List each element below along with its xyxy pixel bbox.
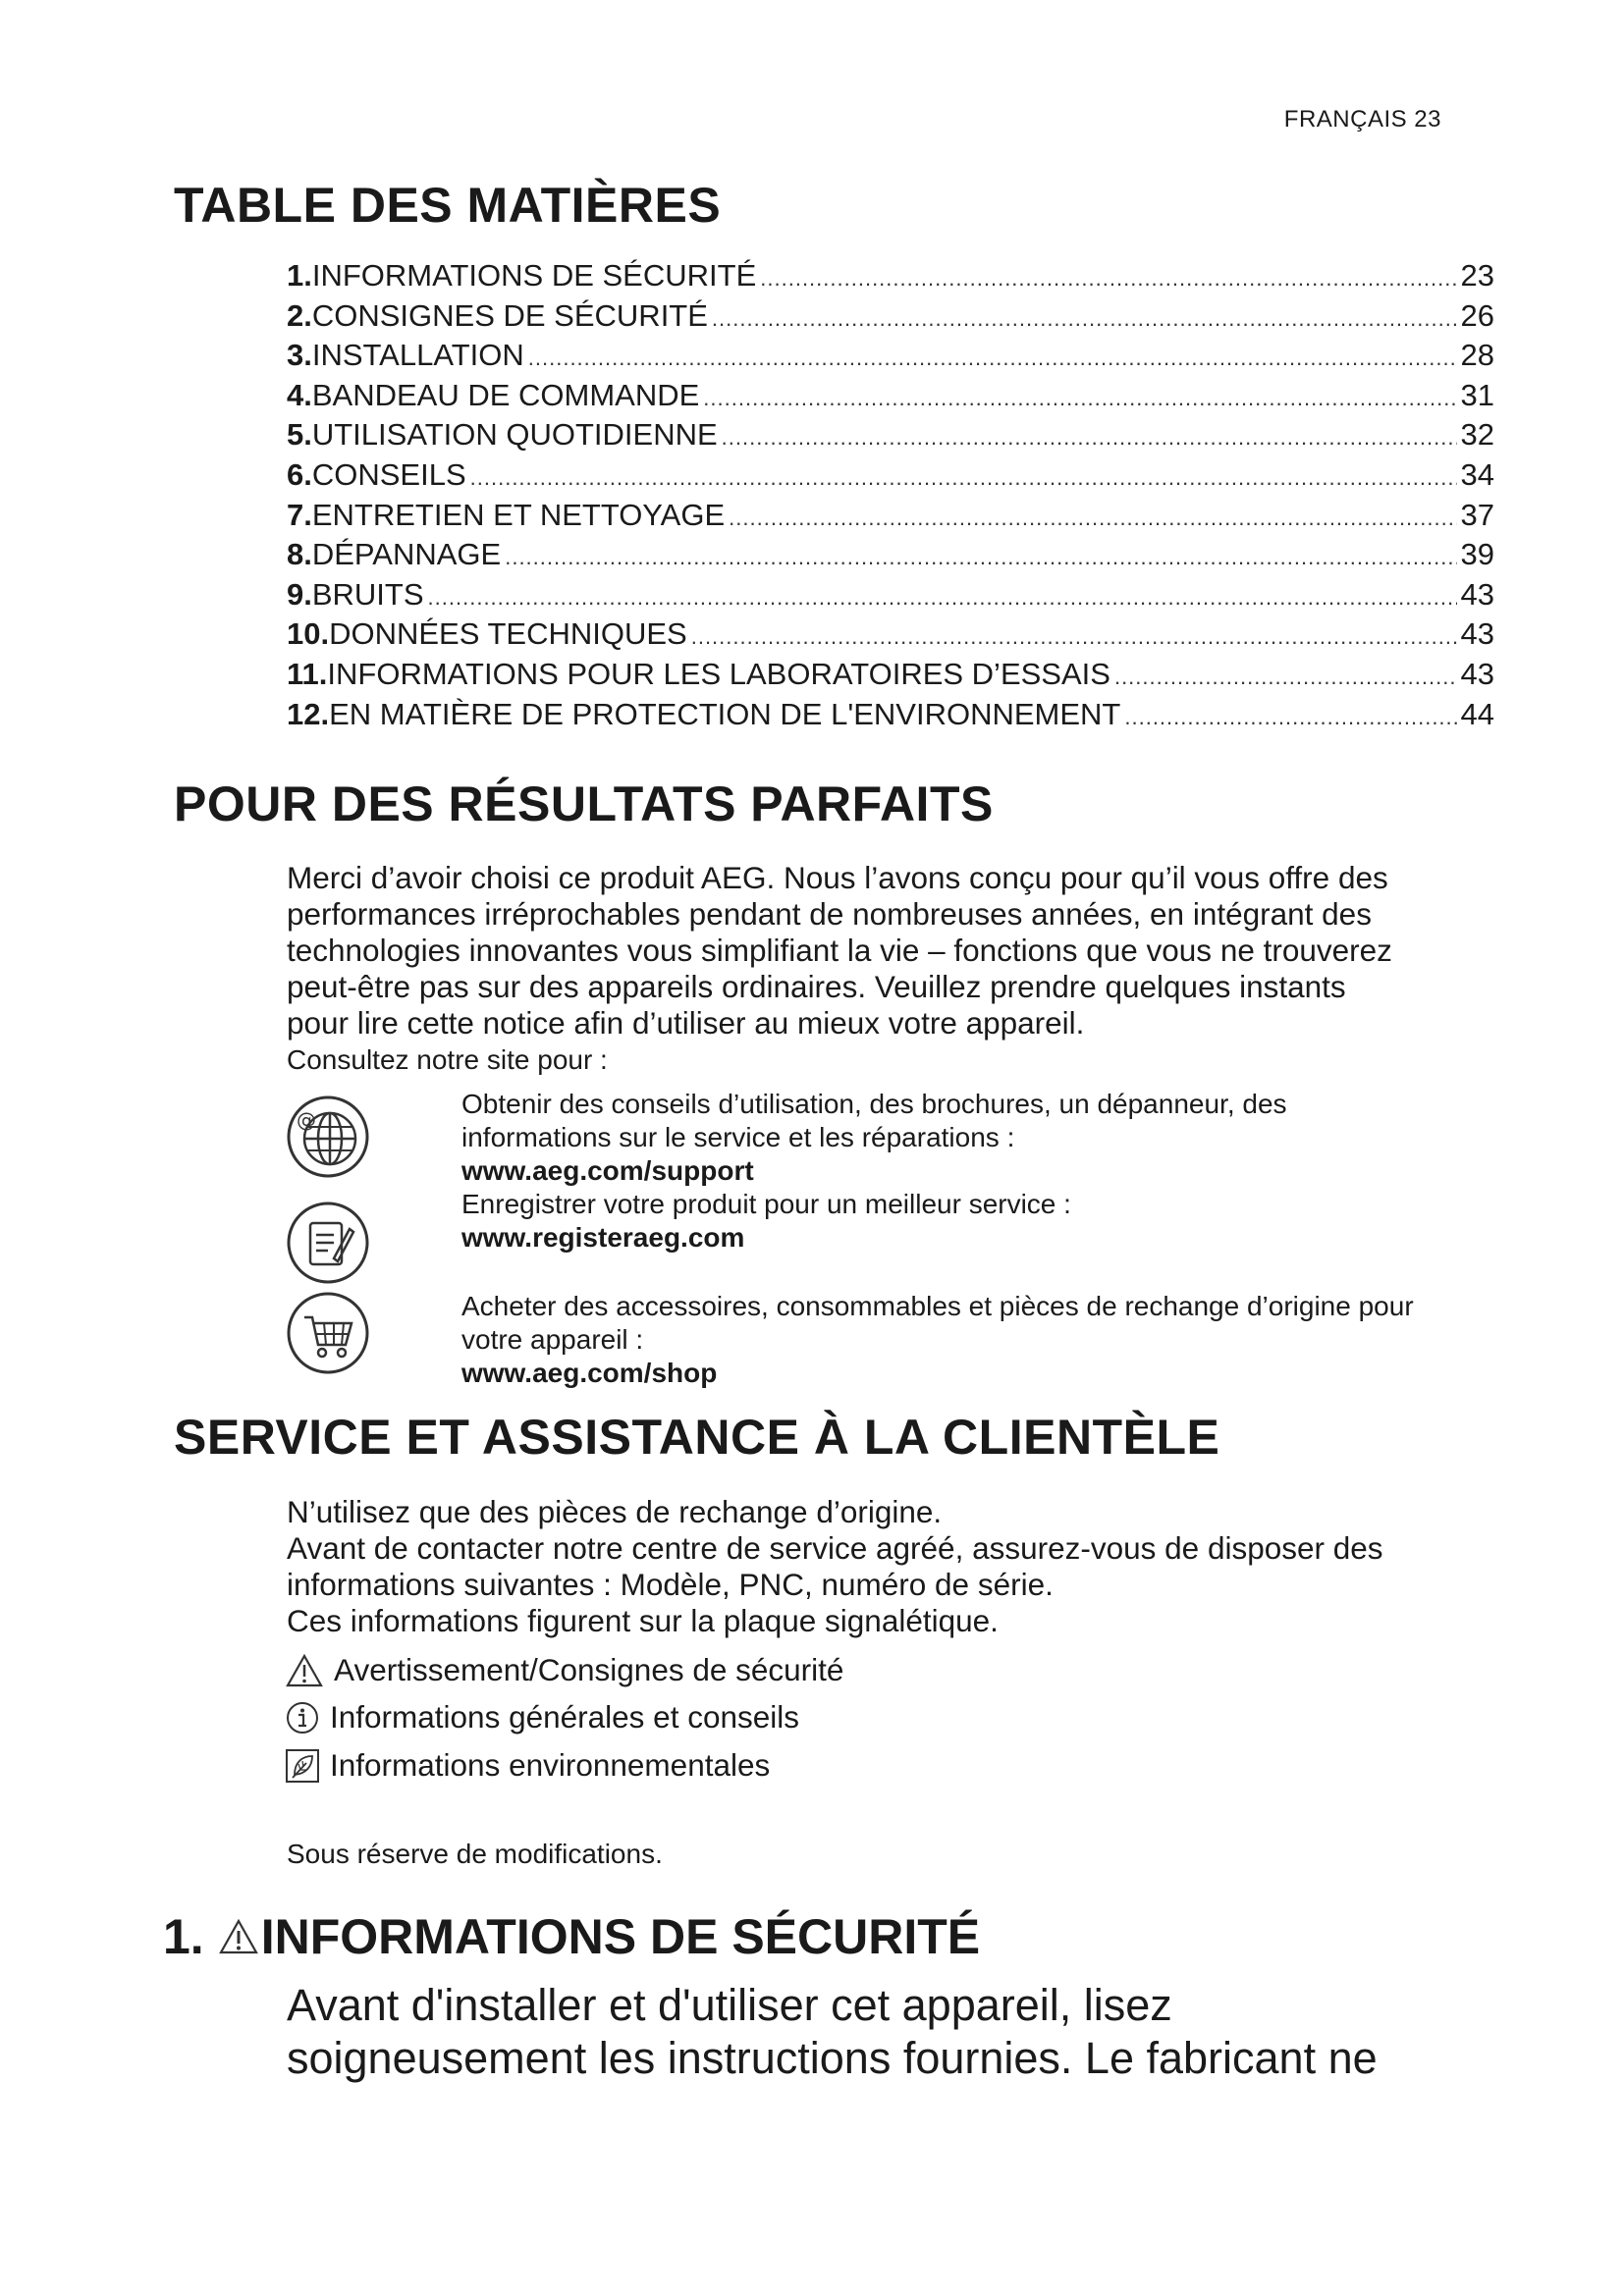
toc-item-label: CONSIGNES DE SÉCURITÉ [311, 297, 708, 333]
warning-triangle-icon [285, 1653, 324, 1688]
paragraph-line: Consultez notre site pour : [287, 1044, 608, 1075]
page-header-label: FRANÇAIS 23 [1283, 106, 1441, 133]
support-service-text [461, 1088, 1492, 1188]
toc-item-number: 7. [287, 497, 312, 532]
results-section-title: POUR DES RÉSULTATS PARFAITS [174, 776, 994, 831]
toc-item-page: 32 [1460, 417, 1494, 453]
shopping-cart-icon [285, 1290, 371, 1376]
toc-leader-dots [722, 418, 1457, 457]
toc-item-label: INFORMATIONS POUR LES LABORATOIRES D’ESSAIS [327, 656, 1110, 691]
paragraph-line: soigneusement les instructions fournies. Le fabricant ne [287, 2033, 1378, 2083]
toc-item-page: 43 [1460, 616, 1494, 652]
warning-triangle-icon [218, 1918, 259, 1955]
toc-leader-dots [760, 259, 1456, 298]
shop-service-text [461, 1290, 1492, 1390]
toc-leader-dots [729, 499, 1456, 538]
toc-item-number: 12. [287, 696, 330, 731]
toc-item[interactable] [287, 535, 1494, 575]
paragraph-line: Ces informations figurent sur la plaque signalétique. [287, 1603, 999, 1638]
service-section-title: SERVICE ET ASSISTANCE À LA CLIENTÈLE [174, 1410, 1220, 1465]
paragraph-line: informations suivantes : Modèle, PNC, numéro de série. [287, 1567, 1054, 1602]
legend-label: Informations générales et conseils [330, 1699, 800, 1735]
paragraph-line: Merci d’avoir choisi ce produit AEG. Nous l’avons conçu pour qu’il vous offre des [287, 860, 1388, 895]
toc-item-number: 6. [287, 456, 312, 492]
toc-item-label: INSTALLATION [311, 338, 524, 373]
support-link[interactable]: www.aeg.com/support [461, 1155, 754, 1186]
toc-leader-dots [428, 578, 1457, 617]
web-globe-icon [285, 1094, 371, 1180]
toc-item[interactable] [287, 455, 1494, 496]
toc-item-page: 43 [1460, 656, 1494, 691]
toc-item-label: CONSEILS [311, 456, 466, 492]
toc-item-page: 34 [1460, 456, 1494, 492]
toc-leader-dots [470, 458, 1457, 498]
service-text-line: Obtenir des conseils d’utilisation, des brochures, un dépanneur, des [461, 1089, 1287, 1119]
paragraph-line: peut-être pas sur des appareils ordinaires. Veuillez prendre quelques instants [287, 969, 1346, 1004]
toc-item-label: BANDEAU DE COMMANDE [311, 377, 700, 412]
toc-title: TABLE DES MATIÈRES [174, 178, 722, 233]
shop-link[interactable]: www.aeg.com/shop [461, 1358, 718, 1388]
legend-environment [285, 1747, 770, 1784]
legend-label: Avertissement/Consignes de sécurité [334, 1652, 844, 1687]
toc-item-page: 43 [1460, 576, 1494, 612]
legend-info [285, 1699, 799, 1735]
toc-leader-dots [703, 379, 1456, 418]
legend-label: Informations environnementales [330, 1747, 771, 1783]
toc-leader-dots [691, 617, 1457, 657]
paragraph-line: pour lire cette notice afin d’utiliser au mieux votre appareil. [287, 1005, 1085, 1041]
toc-item-number: 10. [287, 616, 330, 652]
toc-leader-dots [712, 299, 1457, 339]
toc-item[interactable] [287, 296, 1494, 337]
toc-item-label: EN MATIÈRE DE PROTECTION DE L'ENVIRONNEMENT [329, 696, 1121, 731]
toc-item-number: 9. [287, 576, 312, 612]
toc-item-label: DÉPANNAGE [311, 537, 502, 572]
service-text-line: Enregistrer votre produit pour un meilleur service : [461, 1189, 1071, 1219]
toc-item-number: 2. [287, 297, 312, 333]
paragraph-line: Avant d'installer et d'utiliser cet appareil, lisez [287, 1980, 1172, 2030]
toc-item-page: 28 [1460, 338, 1494, 373]
toc-item-number: 5. [287, 417, 312, 453]
service-text-line: informations sur le service et les réparations : [461, 1122, 1015, 1152]
toc-item-page: 37 [1460, 497, 1494, 532]
toc-leader-dots [528, 339, 1457, 378]
service-paragraph [287, 1494, 1494, 1639]
toc-item[interactable] [287, 614, 1494, 655]
toc-item-label: DONNÉES TECHNIQUES [329, 616, 687, 652]
paragraph-line: performances irréprochables pendant de nombreuses années, en intégrant des [287, 896, 1372, 932]
toc-item[interactable] [287, 655, 1494, 695]
table-of-contents [287, 256, 1494, 734]
toc-item-number: 8. [287, 537, 312, 572]
paragraph-line: Avant de contacter notre centre de service agréé, assurez-vous de disposer des [287, 1530, 1383, 1566]
paragraph-line: N’utilisez que des pièces de rechange d’origine. [287, 1494, 943, 1529]
section-title-text: INFORMATIONS DE SÉCURITÉ [260, 1909, 981, 1964]
toc-item-number: 4. [287, 377, 312, 412]
toc-item-number: 1. [287, 258, 312, 293]
section-number: 1. [163, 1909, 204, 1964]
toc-leader-dots [1114, 658, 1457, 697]
service-text-line: Acheter des accessoires, consommables et pièces de rechange d’origine pour [461, 1291, 1414, 1321]
toc-item-number: 3. [287, 338, 312, 373]
safety-intro [287, 1979, 1514, 2085]
toc-item[interactable] [287, 415, 1494, 455]
svg-text:@: @ [297, 1108, 316, 1132]
toc-item-page: 23 [1460, 258, 1494, 293]
register-service-text [461, 1188, 1492, 1255]
toc-item[interactable] [287, 496, 1494, 536]
safety-section-title [163, 1908, 980, 1965]
toc-item[interactable] [287, 575, 1494, 615]
leaf-environment-icon [285, 1748, 320, 1784]
results-intro-paragraph [287, 860, 1494, 1078]
toc-item-page: 44 [1460, 696, 1494, 731]
toc-item[interactable] [287, 256, 1494, 296]
toc-item-page: 39 [1460, 537, 1494, 572]
toc-item-label: UTILISATION QUOTIDIENNE [311, 417, 718, 453]
register-link[interactable]: www.registeraeg.com [461, 1222, 745, 1253]
toc-leader-dots [505, 538, 1456, 577]
paragraph-line: technologies innovantes vous simplifiant la vie – fonctions que vous ne trouverez [287, 933, 1392, 968]
legend-warning [285, 1652, 843, 1688]
toc-item-page: 31 [1460, 377, 1494, 412]
info-circle-icon [285, 1700, 320, 1735]
toc-item-label: ENTRETIEN ET NETTOYAGE [311, 497, 726, 532]
service-text-line: votre appareil : [461, 1324, 644, 1355]
toc-item[interactable] [287, 376, 1494, 416]
toc-leader-dots [1124, 698, 1456, 737]
toc-item[interactable] [287, 695, 1494, 735]
toc-item[interactable] [287, 336, 1494, 376]
toc-item-number: 11. [287, 656, 328, 691]
toc-item-label: INFORMATIONS DE SÉCURITÉ [311, 258, 757, 293]
modification-note: Sous réserve de modifications. [287, 1839, 663, 1869]
register-form-icon [285, 1200, 371, 1286]
toc-item-label: BRUITS [311, 576, 424, 612]
toc-item-page: 26 [1460, 297, 1494, 333]
